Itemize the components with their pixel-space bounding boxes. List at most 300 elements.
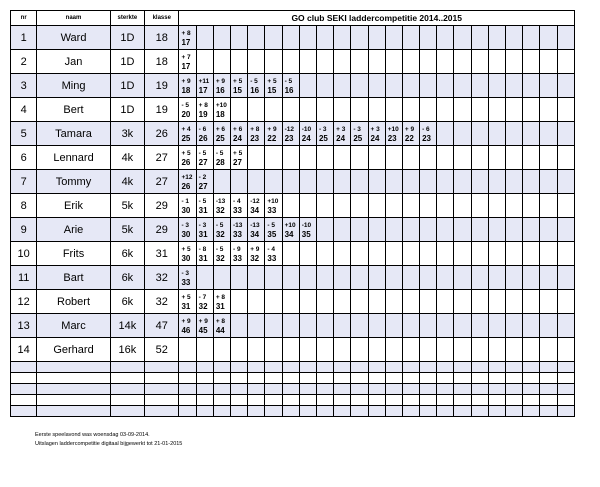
game-klasse: 32: [250, 253, 260, 263]
game-delta: + 9: [181, 77, 191, 85]
game-cell: [265, 218, 282, 242]
game-cell: [334, 146, 351, 170]
game-klasse: 27: [233, 157, 242, 167]
game-klasse: 26: [181, 181, 191, 191]
game-cell: [557, 170, 574, 194]
game-cell: [402, 338, 419, 362]
player-naam: Marc: [37, 314, 110, 338]
player-naam: Ming: [37, 74, 110, 98]
game-cell: [420, 266, 437, 290]
empty-cell: [231, 406, 248, 417]
game-cell: [316, 122, 333, 146]
game-delta: - 2: [198, 173, 207, 181]
sheet-title: GO club SEKI laddercompetitie 2014..2015: [179, 11, 575, 26]
game-delta: - 9: [233, 245, 241, 253]
game-cell: [488, 146, 505, 170]
game-cell: [506, 98, 523, 122]
empty-cell: [420, 406, 437, 417]
game-cell: [368, 122, 385, 146]
game-cell: [316, 314, 333, 338]
empty-cell: [316, 406, 333, 417]
game-cell: [282, 338, 299, 362]
empty-cell: [557, 395, 574, 406]
empty-cell: [37, 395, 110, 406]
empty-cell: [334, 406, 351, 417]
empty-cell: [402, 384, 419, 395]
game-cell: [471, 74, 488, 98]
game-cell: [402, 50, 419, 74]
game-cell: [179, 170, 196, 194]
game-cell: [368, 314, 385, 338]
empty-cell: [540, 384, 557, 395]
game-delta: - 7: [198, 293, 207, 301]
game-cell: [248, 218, 265, 242]
game-cell: [334, 170, 351, 194]
player-klasse: 47: [145, 314, 179, 338]
empty-cell: [385, 395, 402, 406]
game-cell: [523, 26, 540, 50]
player-klasse: 27: [145, 170, 179, 194]
player-naam: Ward: [37, 26, 110, 50]
player-row: [11, 218, 575, 242]
game-cell: [557, 242, 574, 266]
game-cell: [213, 98, 230, 122]
game-klasse: 35: [267, 229, 277, 239]
game-cell: [213, 122, 230, 146]
game-delta: -13: [215, 197, 226, 205]
game-cell: [179, 338, 196, 362]
game-cell: [179, 50, 196, 74]
game-cell: [488, 290, 505, 314]
game-klasse: 25: [215, 133, 225, 143]
game-cell: [299, 122, 316, 146]
player-klasse: 31: [145, 242, 179, 266]
game-klasse: 18: [215, 109, 225, 119]
player-sterkte: 3k: [110, 122, 144, 146]
empty-cell: [282, 406, 299, 417]
empty-cell: [179, 406, 196, 417]
empty-cell: [11, 406, 37, 417]
game-cell: [437, 290, 454, 314]
game-klasse: 23: [387, 133, 397, 143]
game-cell: [316, 218, 333, 242]
empty-cell: [368, 395, 385, 406]
game-cell: [557, 50, 574, 74]
game-cell: [368, 98, 385, 122]
game-klasse: 33: [233, 205, 242, 215]
player-sterkte: 6k: [110, 290, 144, 314]
game-cell: [179, 194, 196, 218]
player-row: [11, 146, 575, 170]
game-cell: [420, 26, 437, 50]
game-cell: [488, 98, 505, 122]
player-klasse: 19: [145, 74, 179, 98]
empty-cell: [196, 384, 213, 395]
empty-cell: [506, 373, 523, 384]
game-delta: - 1: [181, 197, 190, 205]
game-cell: [523, 338, 540, 362]
game-cell: [265, 170, 282, 194]
game-cell: [437, 266, 454, 290]
empty-cell: [110, 384, 144, 395]
game-klasse: 18: [181, 85, 191, 95]
game-cell: [282, 266, 299, 290]
game-delta: - 4: [267, 245, 275, 253]
game-cell: [351, 170, 368, 194]
game-delta: +12: [181, 173, 193, 181]
game-klasse: 15: [233, 85, 242, 95]
game-delta: + 8: [198, 101, 208, 109]
empty-cell: [437, 395, 454, 406]
empty-cell: [420, 384, 437, 395]
empty-cell: [179, 384, 196, 395]
empty-cell: [37, 384, 110, 395]
empty-cell: [351, 373, 368, 384]
game-klasse: 20: [181, 109, 191, 119]
empty-cell: [420, 395, 437, 406]
game-cell: [557, 122, 574, 146]
game-cell: [420, 242, 437, 266]
game-cell: [299, 290, 316, 314]
empty-cell: [265, 406, 282, 417]
game-cell: [420, 170, 437, 194]
game-cell: [471, 242, 488, 266]
game-cell: [368, 242, 385, 266]
game-cell: [402, 290, 419, 314]
game-cell: [299, 98, 316, 122]
empty-cell: [540, 406, 557, 417]
game-cell: [523, 218, 540, 242]
game-delta: +10: [267, 197, 279, 205]
game-cell: [196, 26, 213, 50]
game-delta: - 5: [215, 245, 224, 253]
game-cell: [454, 290, 471, 314]
game-cell: [488, 242, 505, 266]
game-cell: [506, 146, 523, 170]
game-delta: - 5: [215, 221, 224, 229]
game-cell: [351, 98, 368, 122]
game-cell: [420, 50, 437, 74]
game-cell: [523, 266, 540, 290]
game-cell: [213, 266, 230, 290]
game-cell: [334, 314, 351, 338]
empty-cell: [402, 406, 419, 417]
game-cell: [402, 170, 419, 194]
game-cell: [351, 146, 368, 170]
empty-cell: [316, 384, 333, 395]
game-cell: [385, 26, 402, 50]
empty-cell: [145, 406, 179, 417]
game-cell: [334, 194, 351, 218]
game-cell: [506, 314, 523, 338]
game-cell: [488, 50, 505, 74]
empty-cell: [471, 406, 488, 417]
game-cell: [316, 170, 333, 194]
game-cell: [454, 50, 471, 74]
game-cell: [557, 290, 574, 314]
game-cell: [248, 314, 265, 338]
empty-cell: [557, 384, 574, 395]
game-cell: [454, 218, 471, 242]
game-cell: [540, 218, 557, 242]
game-cell: [402, 26, 419, 50]
game-cell: [179, 146, 196, 170]
empty-cell: [334, 373, 351, 384]
player-row: [11, 242, 575, 266]
empty-cell: [437, 406, 454, 417]
game-cell: [299, 26, 316, 50]
game-cell: [506, 26, 523, 50]
game-cell: [471, 50, 488, 74]
player-sterkte: 5k: [110, 194, 144, 218]
game-cell: [471, 170, 488, 194]
game-cell: [213, 50, 230, 74]
game-klasse: 15: [267, 85, 277, 95]
game-cell: [196, 218, 213, 242]
game-cell: [402, 74, 419, 98]
game-cell: [506, 266, 523, 290]
game-cell: [523, 98, 540, 122]
header-nr: nr: [11, 11, 37, 26]
game-cell: [231, 26, 248, 50]
game-cell: [471, 122, 488, 146]
game-cell: [540, 290, 557, 314]
game-delta: - 5: [198, 197, 207, 205]
game-cell: [282, 98, 299, 122]
game-delta: +11: [198, 77, 210, 85]
player-row: [11, 290, 575, 314]
game-cell: [231, 242, 248, 266]
game-klasse: 31: [181, 301, 191, 311]
empty-cell: [196, 406, 213, 417]
empty-cell: [179, 395, 196, 406]
empty-row: [11, 362, 575, 373]
empty-cell: [231, 384, 248, 395]
game-cell: [351, 242, 368, 266]
game-cell: [437, 194, 454, 218]
game-cell: [523, 290, 540, 314]
game-cell: [437, 98, 454, 122]
game-cell: [385, 314, 402, 338]
empty-cell: [488, 395, 505, 406]
player-nr: 11: [11, 266, 37, 290]
game-cell: [179, 242, 196, 266]
player-naam: Jan: [37, 50, 110, 74]
game-cell: [231, 146, 248, 170]
game-cell: [299, 242, 316, 266]
game-cell: [231, 314, 248, 338]
game-delta: -10: [301, 221, 312, 229]
game-cell: [351, 266, 368, 290]
game-klasse: 24: [301, 133, 311, 143]
game-cell: [179, 314, 196, 338]
game-cell: [265, 266, 282, 290]
game-cell: [196, 170, 213, 194]
player-naam: Arie: [37, 218, 110, 242]
empty-cell: [385, 373, 402, 384]
player-sterkte: 6k: [110, 242, 144, 266]
empty-cell: [248, 406, 265, 417]
empty-cell: [385, 384, 402, 395]
empty-cell: [557, 373, 574, 384]
player-row: [11, 50, 575, 74]
game-delta: + 5: [267, 77, 277, 85]
game-cell: [334, 218, 351, 242]
game-cell: [454, 26, 471, 50]
empty-cell: [196, 373, 213, 384]
empty-cell: [420, 362, 437, 373]
game-cell: [506, 242, 523, 266]
game-cell: [471, 26, 488, 50]
game-cell: [248, 266, 265, 290]
game-cell: [213, 314, 230, 338]
empty-cell: [523, 384, 540, 395]
empty-cell: [506, 395, 523, 406]
game-cell: [282, 74, 299, 98]
player-klasse: 18: [145, 50, 179, 74]
empty-cell: [213, 362, 230, 373]
game-delta: + 5: [233, 77, 243, 85]
game-delta: + 9: [215, 77, 226, 85]
game-cell: [316, 194, 333, 218]
game-cell: [471, 218, 488, 242]
game-delta: - 3: [353, 125, 361, 133]
game-cell: [334, 74, 351, 98]
player-naam: Bert: [37, 98, 110, 122]
game-cell: [420, 146, 437, 170]
game-cell: [523, 50, 540, 74]
game-cell: [488, 26, 505, 50]
empty-cell: [282, 384, 299, 395]
empty-cell: [145, 362, 179, 373]
player-nr: 8: [11, 194, 37, 218]
empty-cell: [248, 384, 265, 395]
empty-cell: [471, 395, 488, 406]
game-delta: - 6: [198, 125, 207, 133]
game-cell: [471, 266, 488, 290]
game-cell: [231, 290, 248, 314]
empty-cell: [351, 384, 368, 395]
empty-cell: [11, 362, 37, 373]
empty-cell: [488, 406, 505, 417]
game-cell: [179, 266, 196, 290]
game-cell: [282, 146, 299, 170]
empty-cell: [11, 384, 37, 395]
game-cell: [351, 218, 368, 242]
game-cell: [402, 146, 419, 170]
game-cell: [282, 26, 299, 50]
game-delta: + 9: [250, 245, 260, 253]
game-cell: [471, 98, 488, 122]
footer-line-2: Uitslagen laddercompetitie digitaal bijgewerkt tot 21-01-2015: [35, 441, 183, 447]
game-cell: [213, 242, 230, 266]
game-cell: [488, 74, 505, 98]
game-delta: - 5: [181, 101, 190, 109]
empty-cell: [454, 395, 471, 406]
game-delta: - 5: [215, 149, 224, 157]
game-cell: [196, 242, 213, 266]
game-klasse: 26: [198, 133, 208, 143]
game-cell: [282, 122, 299, 146]
player-nr: 2: [11, 50, 37, 74]
game-cell: [420, 218, 437, 242]
game-cell: [299, 338, 316, 362]
empty-cell: [334, 362, 351, 373]
empty-cell: [316, 373, 333, 384]
empty-cell: [437, 373, 454, 384]
game-cell: [282, 170, 299, 194]
game-cell: [368, 26, 385, 50]
game-cell: [351, 122, 368, 146]
game-cell: [420, 290, 437, 314]
game-cell: [557, 218, 574, 242]
game-delta: + 5: [181, 245, 191, 253]
game-cell: [523, 170, 540, 194]
game-cell: [282, 218, 299, 242]
empty-cell: [506, 384, 523, 395]
game-delta: + 9: [267, 125, 277, 133]
game-cell: [265, 194, 282, 218]
game-cell: [231, 194, 248, 218]
game-cell: [213, 74, 230, 98]
empty-cell: [299, 395, 316, 406]
game-cell: [471, 146, 488, 170]
game-cell: [402, 98, 419, 122]
game-cell: [351, 338, 368, 362]
game-delta: + 8: [215, 317, 226, 325]
game-cell: [471, 194, 488, 218]
game-cell: [196, 98, 213, 122]
empty-cell: [368, 406, 385, 417]
game-delta: -13: [233, 221, 243, 229]
game-cell: [213, 146, 230, 170]
empty-cell: [265, 395, 282, 406]
game-cell: [471, 338, 488, 362]
player-sterkte: 14k: [110, 314, 144, 338]
game-delta: -12: [284, 125, 294, 133]
game-delta: + 8: [215, 293, 226, 301]
player-sterkte: 1D: [110, 50, 144, 74]
game-cell: [506, 338, 523, 362]
empty-cell: [316, 395, 333, 406]
empty-cell: [557, 406, 574, 417]
game-cell: [540, 170, 557, 194]
game-cell: [351, 314, 368, 338]
game-klasse: 27: [198, 181, 208, 191]
game-cell: [454, 170, 471, 194]
empty-cell: [248, 395, 265, 406]
empty-cell: [145, 384, 179, 395]
game-klasse: 16: [215, 85, 225, 95]
game-cell: [437, 338, 454, 362]
game-cell: [334, 290, 351, 314]
empty-cell: [402, 395, 419, 406]
game-cell: [540, 98, 557, 122]
game-klasse: 33: [267, 205, 277, 215]
empty-cell: [471, 384, 488, 395]
game-delta: - 5: [284, 77, 293, 85]
player-sterkte: 16k: [110, 338, 144, 362]
empty-cell: [231, 373, 248, 384]
player-naam: Bart: [37, 266, 110, 290]
empty-cell: [213, 406, 230, 417]
game-cell: [557, 98, 574, 122]
game-cell: [437, 170, 454, 194]
game-klasse: 30: [181, 229, 191, 239]
game-delta: + 5: [181, 293, 191, 301]
game-delta: + 8: [181, 29, 191, 37]
game-cell: [213, 170, 230, 194]
